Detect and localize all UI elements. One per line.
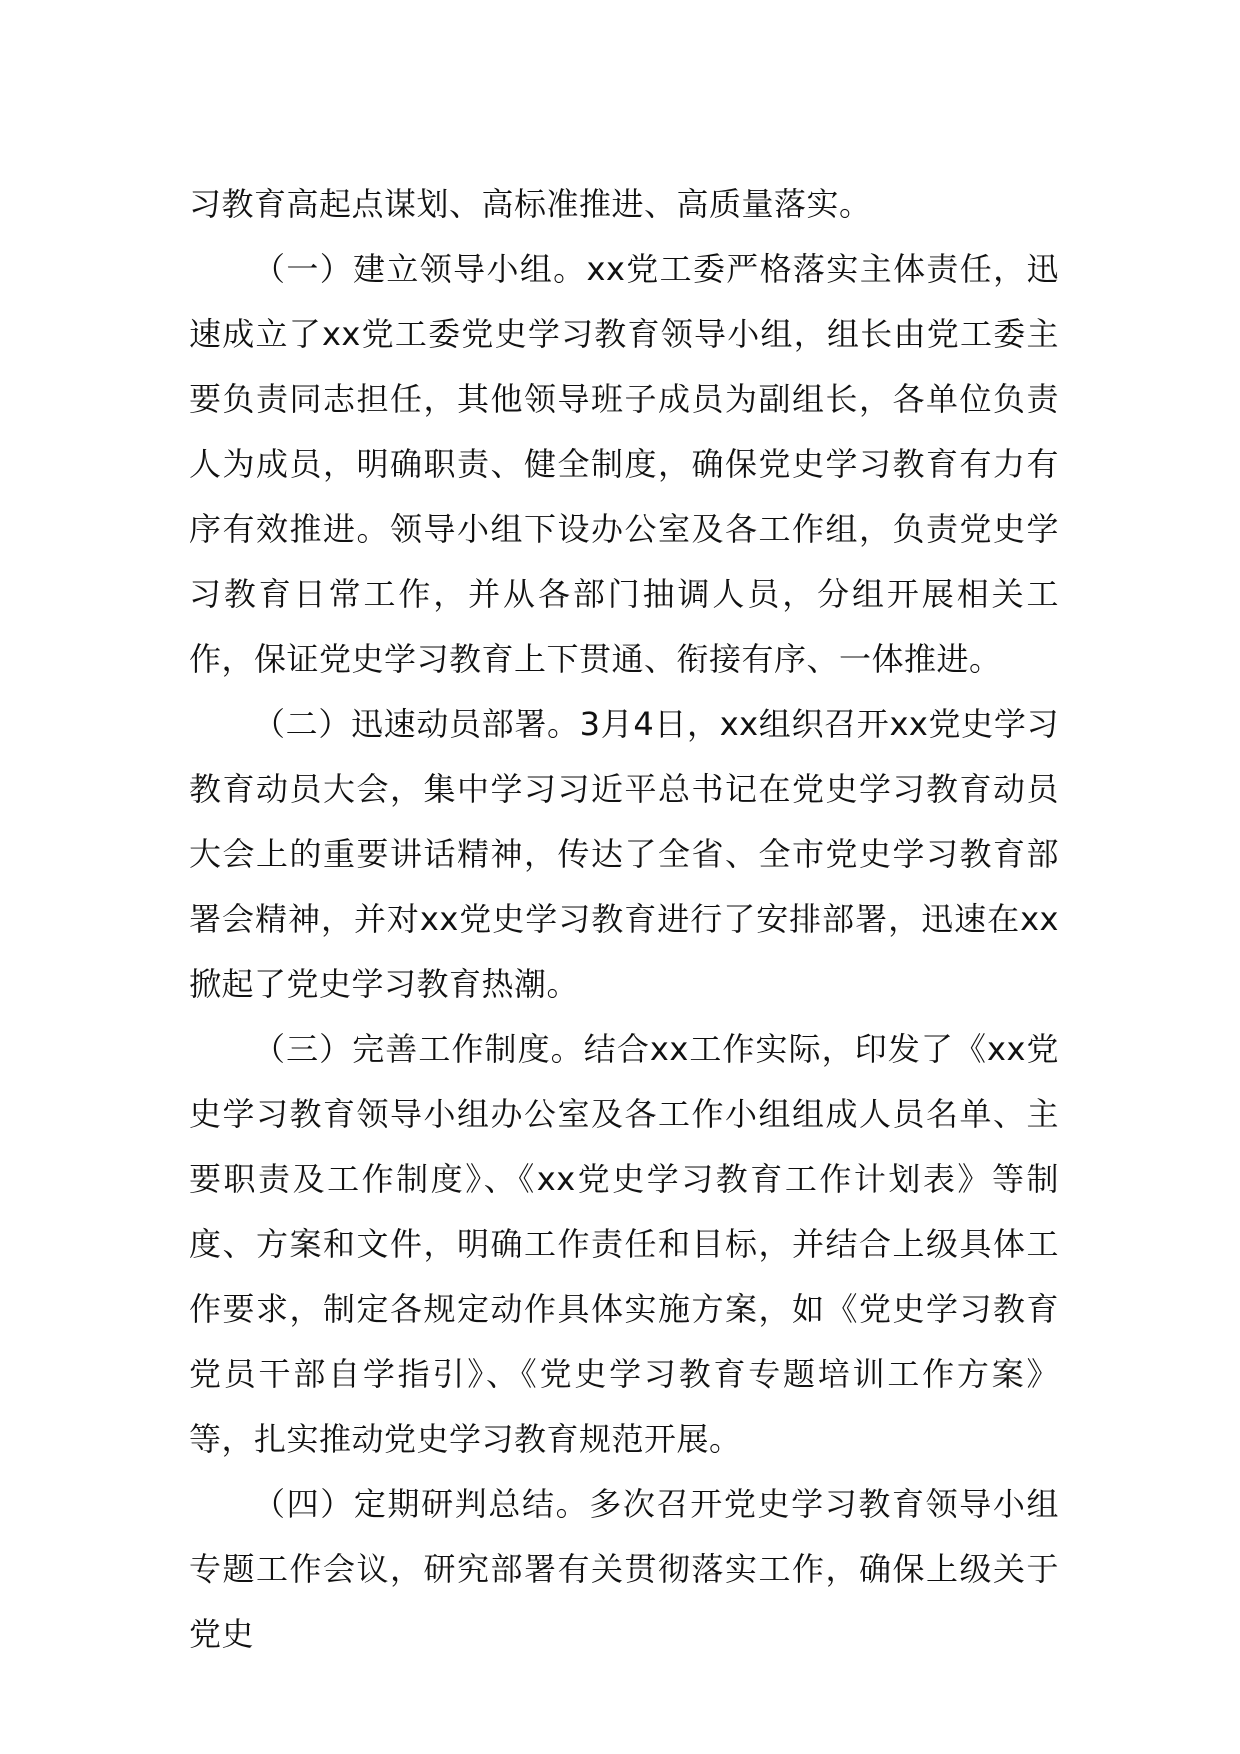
document-body bbox=[189, 172, 1059, 1667]
paragraph-work-system: （三）完善工作制度。结合xx工作实际，印发了《xx党史学习教育领导小组办公室及各工作小组组成人员名单、主要职责及工作制度》、《xx党史学习教育工作计划表》等制度、方案和文件，明确工作责任和目标，并结合上级具体工作要求，制定各规定动作具体实施方案，如《党史学习教育党员干部自学指引》、《党史学习教育专题培训工作方案》等，扎实推动党史学习教育规范开展。 bbox=[189, 1030, 1059, 1458]
paragraph-continuation: 习教育高起点谋划、高标准推进、高质量落实。 bbox=[189, 185, 872, 223]
paragraph-leadership-group: （一）建立领导小组。xx党工委严格落实主体责任，迅速成立了xx党工委党史学习教育领导小组，组长由党工委主要负责同志担任，其他领导班子成员为副组长，各单位负责人为成员，明确职责、健全制度，确保党史学习教育有力有序有效推进。领导小组下设办公室及各工作组，负责党史学习教育日常工作，并从各部门抽调人员，分组开展相关工作，保证党史学习教育上下贯通、衔接有序、一体推进。 bbox=[189, 250, 1059, 678]
paragraph-regular-review: （四）定期研判总结。多次召开党史学习教育领导小组专题工作会议，研究部署有关贯彻落实工作，确保上级关于党史 bbox=[189, 1485, 1059, 1653]
paragraph-mobilization: （二）迅速动员部署。3月4日，xx组织召开xx党史学习教育动员大会，集中学习习近平总书记在党史学习教育动员大会上的重要讲话精神，传达了全省、全市党史学习教育部署会精神，并对xx党史学习教育进行了安排部署，迅速在xx掀起了党史学习教育热潮。 bbox=[189, 705, 1059, 1003]
